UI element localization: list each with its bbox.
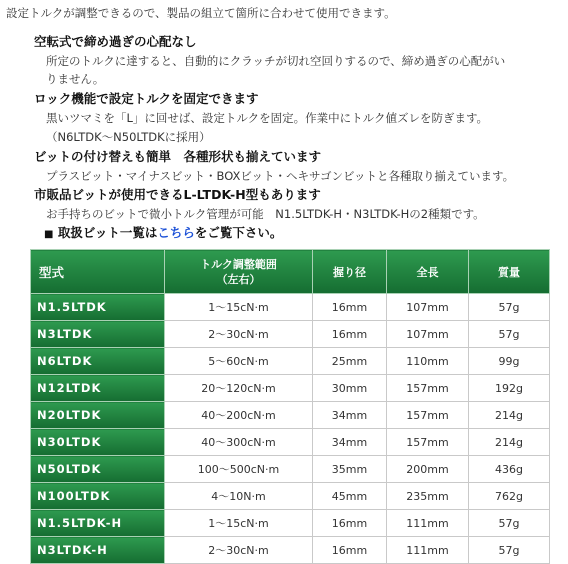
row-torque: 40～300cN·m xyxy=(165,429,313,456)
row-mass: 436g xyxy=(469,456,550,483)
row-mass: 57g xyxy=(469,321,550,348)
row-mass: 99g xyxy=(469,348,550,375)
table-row xyxy=(31,402,550,429)
row-grip: 34mm xyxy=(313,429,387,456)
row-torque: 40～200cN·m xyxy=(165,402,313,429)
row-model: N3LTDK-H xyxy=(31,537,165,564)
square-bullet-icon: ■ xyxy=(44,229,54,240)
table-row xyxy=(31,456,550,483)
bit-list-suffix: をご覧下さい。 xyxy=(194,225,283,240)
row-model: N50LTDK xyxy=(31,456,165,483)
row-mass: 57g xyxy=(469,510,550,537)
table-row xyxy=(31,429,550,456)
intro-text: 設定トルクが調整できるので、製品の組立て箇所に合わせて使用できます。 xyxy=(6,6,396,20)
row-grip: 30mm xyxy=(313,375,387,402)
row-grip: 45mm xyxy=(313,483,387,510)
table-row xyxy=(31,348,550,375)
header-grip-diameter: 握り径 xyxy=(313,250,387,294)
row-torque: 100～500cN·m xyxy=(165,456,313,483)
row-torque: 1～15cN·m xyxy=(165,510,313,537)
row-length: 157mm xyxy=(387,402,469,429)
section-heading-lock-function: ロック機能で設定トルクを固定できます xyxy=(34,91,259,106)
row-grip: 16mm xyxy=(313,537,387,564)
row-mass: 214g xyxy=(469,429,550,456)
row-torque: 5～60cN·m xyxy=(165,348,313,375)
row-mass: 57g xyxy=(469,294,550,321)
row-length: 107mm xyxy=(387,321,469,348)
row-model: N100LTDK xyxy=(31,483,165,510)
table-row xyxy=(31,537,550,564)
header-torque-line1: トルク調整範囲 xyxy=(200,257,277,271)
header-torque-range xyxy=(165,250,313,294)
section-heading-no-overtightening: 空転式で締め過ぎの心配なし xyxy=(34,34,197,49)
row-model: N6LTDK xyxy=(31,348,165,375)
table-row xyxy=(31,375,550,402)
row-grip: 25mm xyxy=(313,348,387,375)
spec-table xyxy=(30,249,550,564)
row-mass: 192g xyxy=(469,375,550,402)
table-row xyxy=(31,510,550,537)
row-model: N1.5LTDK-H xyxy=(31,510,165,537)
row-length: 157mm xyxy=(387,429,469,456)
section-text-line: お手持ちのビットで微小トルク管理が可能 N1.5LTDK-H・N3LTDK-Hの2種類です。 xyxy=(46,207,485,221)
row-model: N20LTDK xyxy=(31,402,165,429)
header-mass: 質量 xyxy=(469,250,550,294)
section-heading-bit-change: ビットの付け替えも簡単 各種形状も揃えています xyxy=(34,149,322,164)
row-torque: 2～30cN·m xyxy=(165,537,313,564)
table-header-row xyxy=(31,250,550,294)
row-model: N30LTDK xyxy=(31,429,165,456)
bit-list-link[interactable]: こちら xyxy=(157,225,195,240)
row-mass: 762g xyxy=(469,483,550,510)
row-mass: 214g xyxy=(469,402,550,429)
row-length: 157mm xyxy=(387,375,469,402)
bit-list-prefix: 取扱ビット一覧は xyxy=(57,225,158,240)
section-text-line: （N6LTDK～N50LTDKに採用） xyxy=(46,130,211,144)
table-row xyxy=(31,483,550,510)
row-length: 235mm xyxy=(387,483,469,510)
row-length: 111mm xyxy=(387,510,469,537)
row-torque: 20～120cN·m xyxy=(165,375,313,402)
row-torque: 4～10N·m xyxy=(165,483,313,510)
header-model: 型式 xyxy=(31,250,165,294)
table-row xyxy=(31,294,550,321)
row-grip: 16mm xyxy=(313,510,387,537)
section-text-line: 黒いツマミを「L」に回せば、設定トルクを固定。作業中にトルク値ズレを防ぎます。 xyxy=(46,111,489,125)
section-text-line: 所定のトルクに達すると、自動的にクラッチが切れ空回りするので、締め過ぎの心配がい xyxy=(46,54,506,68)
row-torque: 1～15cN·m xyxy=(165,294,313,321)
header-total-length: 全長 xyxy=(387,250,469,294)
row-grip: 34mm xyxy=(313,402,387,429)
row-length: 110mm xyxy=(387,348,469,375)
row-model: N12LTDK xyxy=(31,375,165,402)
row-mass: 57g xyxy=(469,537,550,564)
bit-list-line xyxy=(44,225,282,243)
row-length: 107mm xyxy=(387,294,469,321)
header-torque-line2: （左右） xyxy=(216,272,261,286)
table-row xyxy=(31,321,550,348)
row-length: 111mm xyxy=(387,537,469,564)
section-text-line: りません。 xyxy=(46,72,105,86)
row-model: N3LTDK xyxy=(31,321,165,348)
row-torque: 2～30cN·m xyxy=(165,321,313,348)
section-text-line: プラスビット・マイナスビット・BOXビット・ヘキサゴンビットと各種取り揃えています。 xyxy=(46,169,515,183)
row-grip: 35mm xyxy=(313,456,387,483)
row-model: N1.5LTDK xyxy=(31,294,165,321)
row-grip: 16mm xyxy=(313,294,387,321)
section-heading-h-type: 市販品ビットが使用できるL-LTDK-H型もあります xyxy=(34,187,321,202)
row-grip: 16mm xyxy=(313,321,387,348)
row-length: 200mm xyxy=(387,456,469,483)
